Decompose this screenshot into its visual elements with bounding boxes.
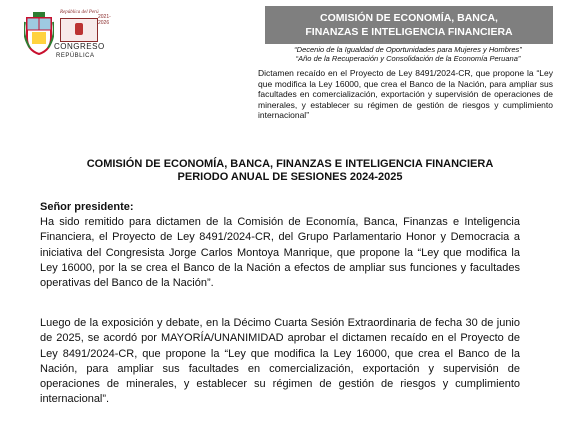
logo-emblem-box: [60, 18, 98, 42]
banner-line-2: FINANZAS E INTELIGENCIA FINANCIERA: [305, 26, 513, 38]
banner-line-1: COMISIÓN DE ECONOMÍA, BANCA,: [320, 12, 498, 24]
title-line-2: PERIODO ANUAL DE SESIONES 2024-2025: [177, 171, 403, 183]
congreso-logo: [18, 8, 118, 64]
coat-of-arms-icon: [24, 12, 54, 56]
title-line-1: COMISIÓN DE ECONOMÍA, BANCA, FINANZAS E INTELIGENCIA FINANCIERA: [86, 158, 494, 170]
salutation: Señor presidente:: [40, 201, 134, 213]
decenio-line-1: “Decenio de la Igualdad de Oportunidades para Mujeres y Hombres”: [294, 45, 522, 54]
decenio-line-2: “Año de la Recuperación y Consolidación de la Economía Peruana”: [295, 54, 521, 63]
logo-country-text: República del Perú: [60, 10, 99, 15]
decenio-text: [258, 45, 558, 63]
commission-banner: [265, 6, 553, 44]
logo-period-text: 2021-2026: [98, 14, 111, 26]
logo-congreso-text: CONGRESO: [54, 42, 105, 51]
paragraph-2: Luego de la exposición y debate, en la Décimo Cuarta Sesión Extraordinaria de fecha 30 de junio de 2025, se acordó por MAYORÍA/UNANIMIDAD aprobar el dictamen recaído en el Proyecto de Ley 8491/2024-CR, que propone la “Ley que modifica la Ley 16000, que crea el Banco de la Nación, para ampliar sus facultades en comercialización, exportación y supervisión de operaciones de minerales, y establecer su régimen de gestión de riesgos y cumplimiento internacional”.: [40, 317, 520, 406]
logo-republica-text: REPÚBLICA: [56, 53, 95, 59]
paragraph-1: Ha sido remitido para dictamen de la Comisión de Economía, Banca, Finanzas e Inteligencia Financiera, el Proyecto de Ley 8491/2024-CR, del Grupo Parlamentario Honor y Democracia a iniciativa del Congresista Jorge Carlos Montoya Manrique, que propone la “Ley que modifica la Ley 16000, por la se crea el Banco de la Nación a efectos de ampliar sus funciones y facultades operativas del Banco de la Nación”.: [40, 216, 520, 290]
dictamen-summary: Dictamen recaído en el Proyecto de Ley 8491/2024-CR, que propone la “Ley que modifica la Ley 16000, que crea el Banco de la Nación, para ampliar sus facultades en comercialización, exportación y supervisión de operaciones de minerales, y establecer su régimen de gestión de riesgos y cumplimiento internacional”: [258, 68, 553, 120]
document-title: [0, 158, 580, 184]
